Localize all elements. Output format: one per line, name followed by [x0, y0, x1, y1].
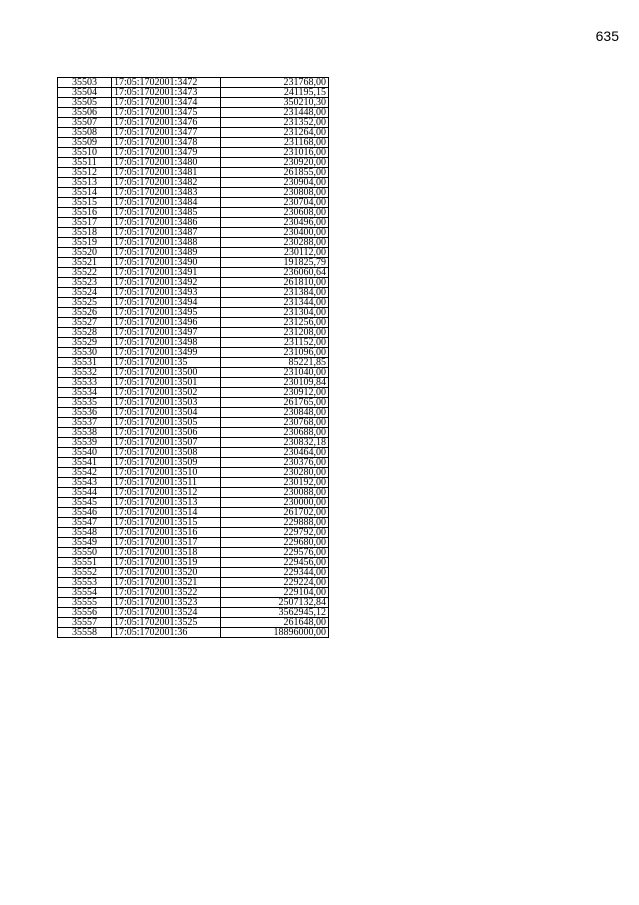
cadastral-number-cell: 17:05:1702001:3475	[112, 108, 221, 118]
cadastral-number-cell: 17:05:1702001:3499	[112, 348, 221, 358]
cadastral-value-cell: 241195,15	[221, 88, 329, 98]
cadastral-value-cell: 229224,00	[221, 578, 329, 588]
cadastral-value-cell: 231352,00	[221, 118, 329, 128]
cadastral-number-cell: 17:05:1702001:3498	[112, 338, 221, 348]
cadastral-number-cell: 17:05:1702001:3492	[112, 278, 221, 288]
cadastral-value-cell: 230832,18	[221, 438, 329, 448]
row-number-cell: 35550	[58, 548, 112, 558]
table-row	[58, 348, 329, 358]
table-row	[58, 388, 329, 398]
row-number-cell: 35556	[58, 608, 112, 618]
row-number-cell: 35549	[58, 538, 112, 548]
row-number-cell: 35546	[58, 508, 112, 518]
row-number-cell: 35552	[58, 568, 112, 578]
cadastral-number-cell: 17:05:1702001:3502	[112, 388, 221, 398]
cadastral-number-cell: 17:05:1702001:3480	[112, 158, 221, 168]
cadastral-number-cell: 17:05:1702001:3511	[112, 478, 221, 488]
cadastral-number-cell: 17:05:1702001:3494	[112, 298, 221, 308]
row-number-cell: 35551	[58, 558, 112, 568]
row-number-cell: 35510	[58, 148, 112, 158]
cadastral-value-cell: 230704,00	[221, 198, 329, 208]
row-number-cell: 35547	[58, 518, 112, 528]
cadastral-number-cell: 17:05:1702001:3496	[112, 318, 221, 328]
row-number-cell: 35505	[58, 98, 112, 108]
cadastral-number-cell: 17:05:1702001:3483	[112, 188, 221, 198]
row-number-cell: 35532	[58, 368, 112, 378]
cadastral-value-cell: 230808,00	[221, 188, 329, 198]
row-number-cell: 35554	[58, 588, 112, 598]
row-number-cell: 35522	[58, 268, 112, 278]
cadastral-value-cell: 230280,00	[221, 468, 329, 478]
table-row	[58, 578, 329, 588]
row-number-cell: 35526	[58, 308, 112, 318]
cadastral-value-cell: 236060,64	[221, 268, 329, 278]
table-row	[58, 228, 329, 238]
cadastral-number-cell: 17:05:1702001:3521	[112, 578, 221, 588]
cadastral-number-cell: 17:05:1702001:3515	[112, 518, 221, 528]
cadastral-number-cell: 17:05:1702001:3479	[112, 148, 221, 158]
row-number-cell: 35508	[58, 128, 112, 138]
table-row	[58, 438, 329, 448]
row-number-cell: 35558	[58, 628, 112, 638]
row-number-cell: 35504	[58, 88, 112, 98]
table-row	[58, 468, 329, 478]
cadastral-value-cell: 229888,00	[221, 518, 329, 528]
table-row	[58, 418, 329, 428]
row-number-cell: 35540	[58, 448, 112, 458]
row-number-cell: 35517	[58, 218, 112, 228]
row-number-cell: 35523	[58, 278, 112, 288]
cadastral-number-cell: 17:05:1702001:3513	[112, 498, 221, 508]
cadastral-value-cell: 261810,00	[221, 278, 329, 288]
table-row	[58, 598, 329, 608]
table-row	[58, 538, 329, 548]
table-row	[58, 138, 329, 148]
row-number-cell: 35531	[58, 358, 112, 368]
cadastral-number-cell: 17:05:1702001:3504	[112, 408, 221, 418]
cadastral-number-cell: 17:05:1702001:3476	[112, 118, 221, 128]
cadastral-number-cell: 17:05:1702001:3522	[112, 588, 221, 598]
table-row	[58, 378, 329, 388]
table-row	[58, 488, 329, 498]
table-row	[58, 628, 329, 638]
cadastral-value-cell: 231448,00	[221, 108, 329, 118]
cadastral-number-cell: 17:05:1702001:3490	[112, 258, 221, 268]
cadastral-number-cell: 17:05:1702001:36	[112, 628, 221, 638]
cadastral-number-cell: 17:05:1702001:3488	[112, 238, 221, 248]
cadastral-value-cell: 261855,00	[221, 168, 329, 178]
table-row	[58, 558, 329, 568]
cadastral-number-cell: 17:05:1702001:3508	[112, 448, 221, 458]
cadastral-value-cell: 230912,00	[221, 388, 329, 398]
row-number-cell: 35506	[58, 108, 112, 118]
row-number-cell: 35519	[58, 238, 112, 248]
cadastral-value-cell: 261765,00	[221, 398, 329, 408]
cadastral-value-cell: 350210,30	[221, 98, 329, 108]
cadastral-value-cell: 229792,00	[221, 528, 329, 538]
row-number-cell: 35514	[58, 188, 112, 198]
cadastral-number-cell: 17:05:1702001:3472	[112, 78, 221, 88]
cadastral-value-cell: 231384,00	[221, 288, 329, 298]
cadastral-number-cell: 17:05:1702001:3520	[112, 568, 221, 578]
cadastral-number-cell: 17:05:1702001:3500	[112, 368, 221, 378]
table-row	[58, 508, 329, 518]
cadastral-value-cell: 230464,00	[221, 448, 329, 458]
row-number-cell: 35509	[58, 138, 112, 148]
cadastral-value-cell: 229576,00	[221, 548, 329, 558]
cadastral-number-cell: 17:05:1702001:3509	[112, 458, 221, 468]
cadastral-value-cell: 230920,00	[221, 158, 329, 168]
row-number-cell: 35507	[58, 118, 112, 128]
cadastral-number-cell: 17:05:1702001:3514	[112, 508, 221, 518]
cadastral-number-cell: 17:05:1702001:3517	[112, 538, 221, 548]
cadastral-value-cell: 261648,00	[221, 618, 329, 628]
cadastral-number-cell: 17:05:1702001:3487	[112, 228, 221, 238]
table-row	[58, 208, 329, 218]
table-row	[58, 618, 329, 628]
cadastral-value-cell: 231040,00	[221, 368, 329, 378]
row-number-cell: 35512	[58, 168, 112, 178]
row-number-cell: 35528	[58, 328, 112, 338]
table-row	[58, 118, 329, 128]
table-row	[58, 338, 329, 348]
cadastral-number-cell: 17:05:1702001:3507	[112, 438, 221, 448]
cadastral-value-cell: 231208,00	[221, 328, 329, 338]
cadastral-value-cell: 229456,00	[221, 558, 329, 568]
cadastral-value-cell: 230109,84	[221, 378, 329, 388]
cadastral-value-cell: 230000,00	[221, 498, 329, 508]
row-number-cell: 35511	[58, 158, 112, 168]
row-number-cell: 35539	[58, 438, 112, 448]
cadastral-number-cell: 17:05:1702001:3485	[112, 208, 221, 218]
table-row	[58, 308, 329, 318]
row-number-cell: 35537	[58, 418, 112, 428]
table-row	[58, 108, 329, 118]
cadastral-value-cell: 230608,00	[221, 208, 329, 218]
cadastral-number-cell: 17:05:1702001:3525	[112, 618, 221, 628]
row-number-cell: 35525	[58, 298, 112, 308]
cadastral-value-cell: 230496,00	[221, 218, 329, 228]
records-table-body	[58, 78, 329, 638]
table-row	[58, 158, 329, 168]
cadastral-number-cell: 17:05:1702001:3484	[112, 198, 221, 208]
table-row	[58, 398, 329, 408]
cadastral-number-cell: 17:05:1702001:3524	[112, 608, 221, 618]
cadastral-value-cell: 230088,00	[221, 488, 329, 498]
table-row	[58, 248, 329, 258]
table-row	[58, 98, 329, 108]
cadastral-value-cell: 230376,00	[221, 458, 329, 468]
table-row	[58, 278, 329, 288]
cadastral-value-cell: 3562945,12	[221, 608, 329, 618]
row-number-cell: 35524	[58, 288, 112, 298]
cadastral-value-cell: 230112,00	[221, 248, 329, 258]
table-row	[58, 288, 329, 298]
cadastral-value-cell: 231256,00	[221, 318, 329, 328]
table-row	[58, 448, 329, 458]
row-number-cell: 35516	[58, 208, 112, 218]
cadastral-value-cell: 229680,00	[221, 538, 329, 548]
row-number-cell: 35520	[58, 248, 112, 258]
row-number-cell: 35548	[58, 528, 112, 538]
cadastral-value-cell: 18896000,00	[221, 628, 329, 638]
cadastral-value-cell: 230688,00	[221, 428, 329, 438]
cadastral-value-cell: 231168,00	[221, 138, 329, 148]
cadastral-value-cell: 85221,85	[221, 358, 329, 368]
row-number-cell: 35521	[58, 258, 112, 268]
cadastral-number-cell: 17:05:1702001:3482	[112, 178, 221, 188]
table-row	[58, 478, 329, 488]
cadastral-number-cell: 17:05:1702001:3506	[112, 428, 221, 438]
table-row	[58, 408, 329, 418]
row-number-cell: 35538	[58, 428, 112, 438]
cadastral-number-cell: 17:05:1702001:3519	[112, 558, 221, 568]
cadastral-value-cell: 230904,00	[221, 178, 329, 188]
row-number-cell: 35515	[58, 198, 112, 208]
cadastral-number-cell: 17:05:1702001:3489	[112, 248, 221, 258]
table-row	[58, 568, 329, 578]
row-number-cell: 35553	[58, 578, 112, 588]
row-number-cell: 35541	[58, 458, 112, 468]
table-row	[58, 128, 329, 138]
cadastral-number-cell: 17:05:1702001:3491	[112, 268, 221, 278]
cadastral-number-cell: 17:05:1702001:3505	[112, 418, 221, 428]
table-row	[58, 188, 329, 198]
records-table	[57, 77, 329, 638]
row-number-cell: 35534	[58, 388, 112, 398]
cadastral-value-cell: 231344,00	[221, 298, 329, 308]
cadastral-value-cell: 2507132,84	[221, 598, 329, 608]
row-number-cell: 35535	[58, 398, 112, 408]
table-row	[58, 498, 329, 508]
cadastral-value-cell: 230848,00	[221, 408, 329, 418]
table-row	[58, 318, 329, 328]
cadastral-number-cell: 17:05:1702001:3478	[112, 138, 221, 148]
cadastral-number-cell: 17:05:1702001:3477	[112, 128, 221, 138]
table-row	[58, 258, 329, 268]
row-number-cell: 35545	[58, 498, 112, 508]
cadastral-value-cell: 231768,00	[221, 78, 329, 88]
cadastral-number-cell: 17:05:1702001:3518	[112, 548, 221, 558]
table-row	[58, 198, 329, 208]
cadastral-value-cell: 261702,00	[221, 508, 329, 518]
cadastral-number-cell: 17:05:1702001:3501	[112, 378, 221, 388]
cadastral-number-cell: 17:05:1702001:3493	[112, 288, 221, 298]
page-number: 635	[595, 28, 619, 44]
table-row	[58, 428, 329, 438]
table-row	[58, 608, 329, 618]
cadastral-value-cell: 231152,00	[221, 338, 329, 348]
cadastral-number-cell: 17:05:1702001:3516	[112, 528, 221, 538]
cadastral-number-cell: 17:05:1702001:3503	[112, 398, 221, 408]
table-row	[58, 178, 329, 188]
table-row	[58, 368, 329, 378]
cadastral-number-cell: 17:05:1702001:3497	[112, 328, 221, 338]
cadastral-value-cell: 230400,00	[221, 228, 329, 238]
cadastral-number-cell: 17:05:1702001:3523	[112, 598, 221, 608]
row-number-cell: 35503	[58, 78, 112, 88]
cadastral-value-cell: 230192,00	[221, 478, 329, 488]
table-row	[58, 298, 329, 308]
row-number-cell: 35543	[58, 478, 112, 488]
row-number-cell: 35527	[58, 318, 112, 328]
cadastral-value-cell: 231016,00	[221, 148, 329, 158]
table-row	[58, 328, 329, 338]
row-number-cell: 35555	[58, 598, 112, 608]
table-row	[58, 168, 329, 178]
cadastral-value-cell: 229344,00	[221, 568, 329, 578]
table-row	[58, 518, 329, 528]
table-row	[58, 268, 329, 278]
cadastral-number-cell: 17:05:1702001:35	[112, 358, 221, 368]
cadastral-value-cell: 229104,00	[221, 588, 329, 598]
row-number-cell: 35530	[58, 348, 112, 358]
cadastral-number-cell: 17:05:1702001:3473	[112, 88, 221, 98]
cadastral-number-cell: 17:05:1702001:3474	[112, 98, 221, 108]
table-row	[58, 588, 329, 598]
row-number-cell: 35533	[58, 378, 112, 388]
table-row	[58, 548, 329, 558]
cadastral-value-cell: 191825,79	[221, 258, 329, 268]
table-row	[58, 78, 329, 88]
cadastral-value-cell: 230288,00	[221, 238, 329, 248]
table-row	[58, 458, 329, 468]
cadastral-number-cell: 17:05:1702001:3512	[112, 488, 221, 498]
row-number-cell: 35536	[58, 408, 112, 418]
table-row	[58, 528, 329, 538]
row-number-cell: 35544	[58, 488, 112, 498]
table-row	[58, 238, 329, 248]
row-number-cell: 35557	[58, 618, 112, 628]
cadastral-value-cell: 231264,00	[221, 128, 329, 138]
cadastral-number-cell: 17:05:1702001:3481	[112, 168, 221, 178]
cadastral-value-cell: 231096,00	[221, 348, 329, 358]
cadastral-number-cell: 17:05:1702001:3486	[112, 218, 221, 228]
row-number-cell: 35542	[58, 468, 112, 478]
table-row	[58, 148, 329, 158]
row-number-cell: 35513	[58, 178, 112, 188]
table-row	[58, 358, 329, 368]
row-number-cell: 35518	[58, 228, 112, 238]
table-row	[58, 88, 329, 98]
cadastral-number-cell: 17:05:1702001:3510	[112, 468, 221, 478]
cadastral-value-cell: 231304,00	[221, 308, 329, 318]
row-number-cell: 35529	[58, 338, 112, 348]
table-row	[58, 218, 329, 228]
cadastral-value-cell: 230768,00	[221, 418, 329, 428]
cadastral-number-cell: 17:05:1702001:3495	[112, 308, 221, 318]
